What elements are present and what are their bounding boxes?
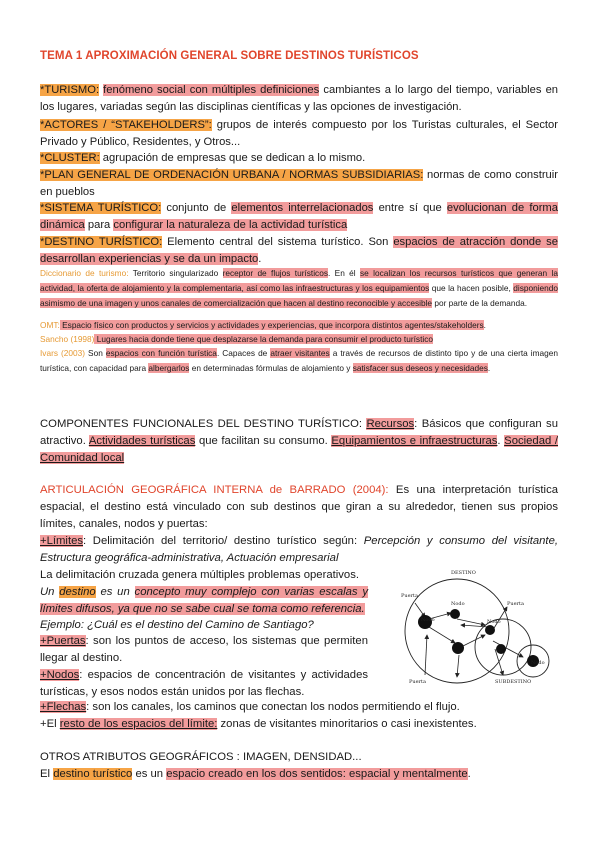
text: en determinadas fórmulas de alojamiento y xyxy=(189,362,353,373)
text: Percepción y consumo del visitante, Estructura geográfica-administrativa, Actuación empresarial xyxy=(40,535,558,564)
highlight: espacios con función turística xyxy=(105,348,217,358)
text: . xyxy=(487,362,491,373)
source-label: Ivars (2003) xyxy=(40,348,86,358)
highlight: concepto muy complejo con varias escalas y límites difusos, ya que no se sabe cual se toma como referencia. xyxy=(40,586,368,615)
text: a través de recursos de distinto tipo y de una cierta imagen turística, con capacidad para xyxy=(40,348,559,373)
source-label: OMT: xyxy=(40,320,60,330)
highlight: destino xyxy=(59,586,96,598)
section-heading: ARTICULACIÓN GEOGRÁFICA INTERNA de BARRADO (2004): xyxy=(40,484,389,496)
text: por parte de la demanda. xyxy=(432,297,528,308)
text: es un xyxy=(95,586,135,598)
text: : son los canales, los caminos que conectan los nodos permitiendo el flujo. xyxy=(86,701,460,713)
node xyxy=(485,625,495,635)
source-sancho xyxy=(40,332,558,347)
destination-diagram xyxy=(395,565,555,715)
delimitacion-text: La delimitación cruzada genera múltiples problemas operativos. xyxy=(40,569,359,581)
highlight: Actividades turísticas xyxy=(88,435,196,447)
label-nodo: Nodo xyxy=(421,617,435,623)
text: Elemento central del sistema turístico. Son xyxy=(162,236,394,248)
otros-text xyxy=(40,766,558,783)
source-omt xyxy=(40,318,558,333)
text: para xyxy=(84,219,114,232)
highlight: Lugares hacia donde tiene que desplazarse la demanda para consumir el producto turístico xyxy=(94,334,433,344)
text: que facilitan su consumo. xyxy=(195,435,332,447)
def-sistema xyxy=(40,200,558,235)
text: zonas de visitantes minoritarios o casi inexistentes. xyxy=(217,718,477,730)
term-label: *TURISMO: xyxy=(40,84,100,96)
term-label: *PLAN GENERAL DE ORDENACIÓN URBANA / NORMAS SUBSIDIARIAS: xyxy=(40,169,424,181)
def-plan xyxy=(40,167,558,202)
text: . En él xyxy=(327,268,360,278)
highlight: Espacio físico con productos y servicios y actividades y experiencias, que incorpora distintos agentes/stakeholders xyxy=(59,320,484,330)
def-destino xyxy=(40,234,558,269)
text: . xyxy=(497,435,505,447)
def-actores xyxy=(40,117,558,152)
resto-item xyxy=(40,716,558,733)
text: entre sí que xyxy=(373,202,447,214)
highlight: Equipamientos e infraestructuras xyxy=(331,435,498,447)
text: COMPONENTES FUNCIONALES DEL DESTINO TURÍSTICO: xyxy=(40,418,367,430)
text: Un xyxy=(40,586,60,598)
text: : Delimitación del territorio/ destino turístico según: xyxy=(83,535,364,547)
ejemplo-text: Ejemplo: ¿Cuál es el destino del Camino de Santiago? xyxy=(40,619,314,631)
term-label: *CLUSTER: xyxy=(40,152,100,164)
highlight: atraer visitantes xyxy=(270,348,330,358)
label-puerta: Puerta xyxy=(409,679,426,685)
highlight: albergarlos xyxy=(148,362,190,373)
text: Territorio singularizado xyxy=(128,268,223,278)
node xyxy=(452,642,464,654)
nodos-item xyxy=(40,667,368,701)
term-label: resto de los espacios del límite: xyxy=(59,718,218,730)
label-nodo: Nodo xyxy=(451,601,465,607)
highlight: satisfacer sus deseos y necesidades xyxy=(352,362,488,373)
text: grupos de interés compuesto por los Turistas culturales, el Sector Privado y Público, Residentes, y Otros... xyxy=(40,119,558,149)
source-diccionario xyxy=(40,266,558,310)
text: : espacios de concentración de visitantes y actividades turísticas, y esos nodos están unidos por las flechas. xyxy=(40,669,368,698)
def-cluster xyxy=(40,150,558,167)
highlight: evolucionan de forma dinámica xyxy=(40,202,558,232)
node xyxy=(496,644,506,654)
highlight: disponiendo asimismo de una imagen y unos canales de comercialización que hacen al destino reconocible y accesible xyxy=(40,282,559,308)
node xyxy=(450,609,460,619)
term-label: *SISTEMA TURÍSTICO: xyxy=(40,202,162,214)
diagram-arrows xyxy=(415,603,523,677)
text: . Capaces de xyxy=(216,348,271,358)
source-label: Sancho (1998) xyxy=(40,334,95,344)
term-label: *DESTINO TURÍSTICO: xyxy=(40,236,163,248)
text: Es una interpretación turística espacial, el destino está vinculado con sub destinos que giran a su alrededor, tienen sus propios límites, canales, nodos y puertas: xyxy=(40,484,559,530)
text: agrupación de empresas que se dedican a lo mismo. xyxy=(99,152,366,164)
text: : Básicos que configuran su atractivo. xyxy=(40,418,558,447)
term-label: +Nodos xyxy=(40,669,80,681)
page-title: TEMA 1 APROXIMACIÓN GENERAL SOBRE DESTINOS TURÍSTICOS xyxy=(40,50,419,62)
def-turismo xyxy=(40,82,558,117)
label-nodo: Nodo xyxy=(531,660,545,666)
otros-heading: OTROS ATRIBUTOS GEOGRÁFICOS : IMAGEN, DENSIDAD... xyxy=(40,751,362,763)
diagram-boundaries xyxy=(405,579,549,683)
highlight: destino turístico xyxy=(53,768,133,780)
un-destino-text xyxy=(40,584,368,618)
label-nodo: Nodo xyxy=(487,619,501,625)
label-puerta: Puerta xyxy=(507,601,524,607)
text: . xyxy=(258,253,262,266)
text: es un xyxy=(132,768,167,780)
highlight: Recursos xyxy=(366,418,415,430)
puertas-item xyxy=(40,633,368,667)
label-puerta: Puerta xyxy=(401,593,418,599)
articulacion-section xyxy=(40,482,558,533)
text: . xyxy=(483,320,486,330)
text: : son los puntos de acceso, los sistemas que permiten llegar al destino. xyxy=(40,635,368,664)
text: que la hacen posible, xyxy=(429,282,514,293)
source-label: Diccionario de turismo: xyxy=(40,268,129,278)
text: . xyxy=(467,768,471,780)
text: Son xyxy=(85,348,106,358)
text: conjunto de xyxy=(161,202,232,214)
label-subdestino: SUBDESTINO xyxy=(495,679,532,685)
text: normas de como construir en pueblos xyxy=(40,169,558,199)
highlight: Sociedad / Comunidad local xyxy=(40,435,558,464)
term-label: *ACTORES / “STAKEHOLDERS”: xyxy=(40,119,212,131)
highlight: receptor de flujos turísticos xyxy=(222,268,328,278)
highlight: elementos interrelacionados xyxy=(231,202,374,214)
label-destino: DESTINO xyxy=(451,570,476,576)
term-label: +Flechas xyxy=(40,701,87,713)
text: cambiantes a lo largo del tiempo, variables en los lugares, variadas según las disciplinas científicas y las opciones de investigación. xyxy=(40,84,559,114)
highlight: configurar la naturaleza de la actividad turística xyxy=(113,219,348,232)
limites-item xyxy=(40,533,558,567)
source-ivars xyxy=(40,346,558,376)
highlight: espacio creado en los dos sentidos: espacial y mentalmente xyxy=(166,768,468,780)
highlight: espacios de atracción donde se desarrollan experiencias y se da un impacto xyxy=(40,236,558,266)
highlight: se localizan los recursos turísticos que generan la actividad, la oferta de alojamiento y la complementaria, así como las infraestructuras y los equipamientos xyxy=(40,268,558,293)
text: El xyxy=(40,768,54,780)
text: +El xyxy=(40,718,60,730)
term-label: +Puertas xyxy=(40,635,86,647)
term-label: +Límites xyxy=(40,535,84,547)
componentes-section xyxy=(40,416,558,467)
highlight: fenómeno social con múltiples definiciones xyxy=(103,84,320,96)
